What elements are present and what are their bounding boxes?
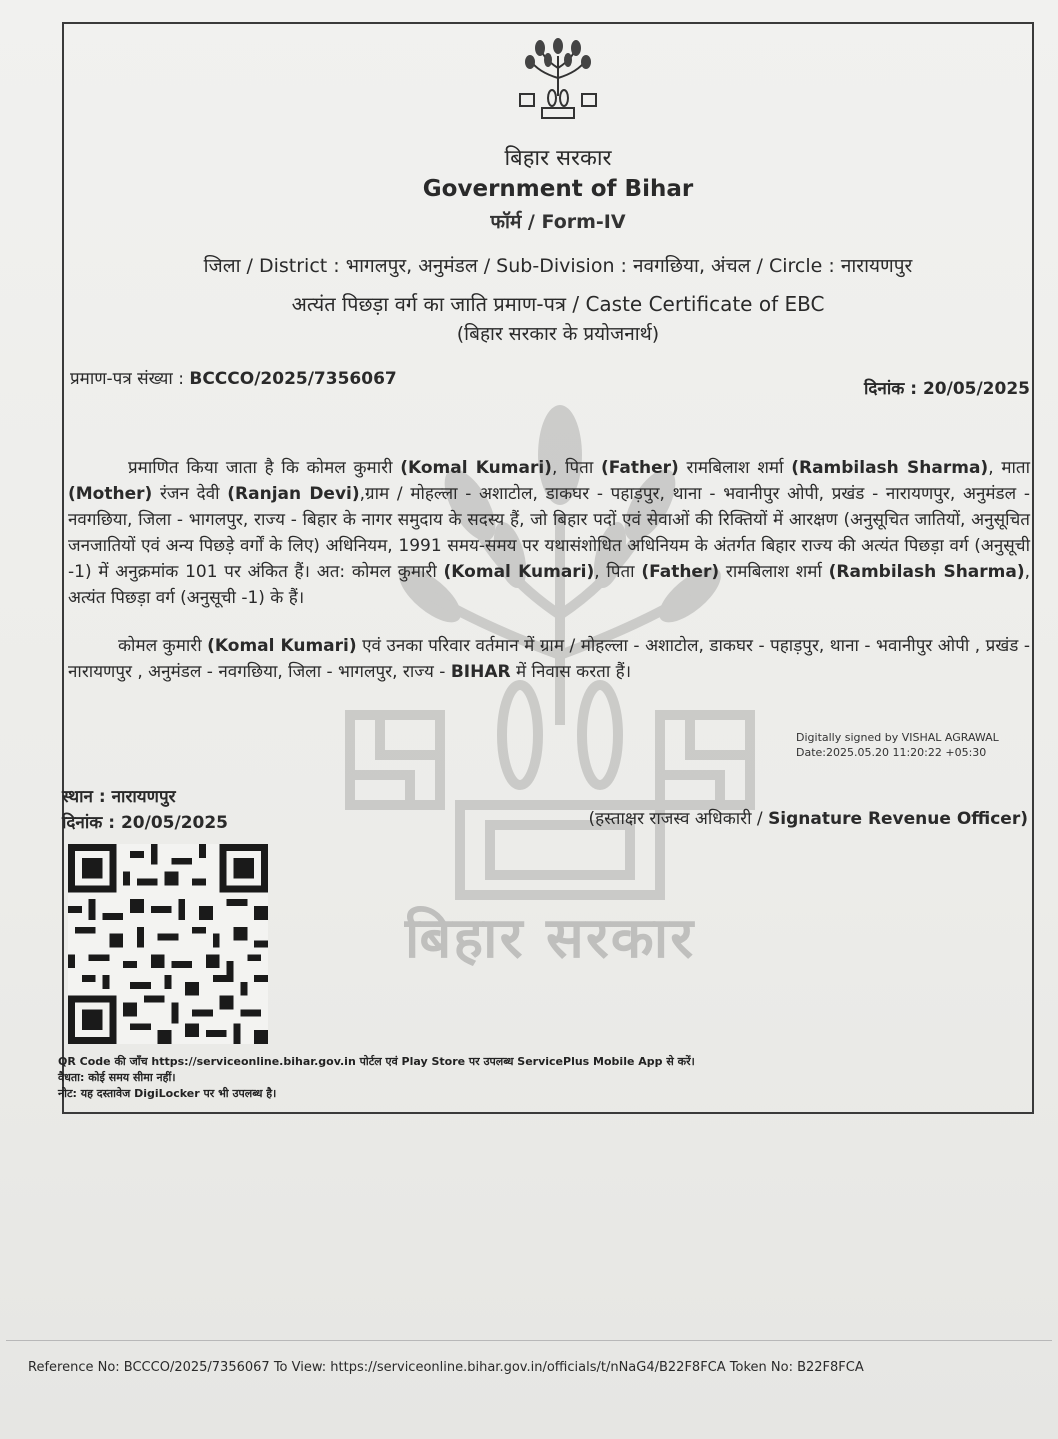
certificate-type: अत्यंत पिछड़ा वर्ग का जाति प्रमाण-पत्र / Caste Certificate of EBC xyxy=(291,292,825,316)
certificate-body-paragraph-1: प्रमाणित किया जाता है कि कोमल कुमारी (Komal Kumari), पिता (Father) रामबिलाश शर्मा (Rambilash Sharma), माता (Mother) रंजन देवी (Ranjan Devi),ग्राम / मोहल्ला - अशाटोल, डाकघर - पहाड़पुर, थाना - भवानीपुर ओपी, प्रखंड - नारायणपुर, अनुमंडल - नवगछिया, जिला - भागलपुर, राज्य - बिहार के नागर समुदाय के सदस्य हैं, जो बिहार पदों एवं सेवाओं की रिक्तियों में आरक्षण (अनुसूचित जातियों, अनुसूचित जनजातियों एवं अन्य पिछड़े वर्गों के लिए) अधिनियम, 1991 समय-समय पर यथासंशोधित अधिनियम के अंतर्गत बिहार राज्य की अत्यंत पिछड़ा वर्ग (अनुसूची -1) में अनुक्रमांक 101 पर अंकित हैं। अत: कोमल कुमारी (Komal Kumari), पिता (Father) रामबिलाश शर्मा (Rambilash Sharma), अत्यंत पिछड़ा वर्ग (अनुसूची -1) के हैं। xyxy=(68,458,1031,608)
note-validity: वैधता: कोई समय सीमा नहीं। xyxy=(58,1071,176,1084)
notes-block xyxy=(58,1054,695,1102)
footer-reference: Reference No: BCCCO/2025/7356067 To View: https://serviceonline.bihar.gov.in/officials/t/nNaG4/B22F8FCA Token No: B22F8FCA xyxy=(28,1360,864,1375)
certificate-purpose: (बिहार सरकार के प्रयोजनार्थ) xyxy=(456,323,660,345)
issue-date-label: दिनांक : xyxy=(863,379,918,399)
place-date: दिनांक : 20/05/2025 xyxy=(62,813,229,833)
circle-value: नारायणपुर xyxy=(840,255,913,277)
certificate-number-label: प्रमाण-पत्र संख्या : xyxy=(70,369,184,389)
certificate-number xyxy=(70,366,397,389)
digital-signature-block xyxy=(796,730,999,760)
bihar-emblem-icon xyxy=(512,38,604,120)
signature-label: (हस्ताक्षर राजस्व अधिकारी / Signature Revenue Officer) xyxy=(588,809,1028,829)
footer-divider xyxy=(6,1340,1052,1341)
watermark-text: बिहार सरकार xyxy=(404,905,696,971)
note-digilocker: नोट: यह दस्तावेज DigiLocker पर भी उपलब्ध है। xyxy=(58,1087,277,1100)
district-value: भागलपुर, xyxy=(345,255,413,277)
district-label: जिला / District : xyxy=(203,255,340,277)
signed-by: Digitally signed by VISHAL AGRAWAL xyxy=(796,731,999,744)
issue-date xyxy=(864,376,1030,399)
signed-date: Date:2025.05.20 11:20:22 +05:30 xyxy=(796,746,987,759)
place-date-block xyxy=(62,784,228,836)
circle-label: अंचल / Circle : xyxy=(711,255,835,277)
subdivision-label: अनुमंडल / Sub-Division : xyxy=(418,255,627,277)
note-qr: QR Code की जाँच https://serviceonline.bihar.gov.in पोर्टल एवं Play Store पर उपलब्ध ServicePlus Mobile App से करें। xyxy=(58,1055,695,1068)
subdivision-value: नवगछिया, xyxy=(632,255,705,277)
place-label: स्थान : नारायणपुर xyxy=(62,787,176,807)
hindi-title: बिहार सरकार xyxy=(504,146,612,171)
english-title: Government of Bihar xyxy=(422,176,694,202)
issue-date-value: 20/05/2025 xyxy=(922,379,1030,399)
form-label: फॉर्म / Form-IV xyxy=(490,211,626,233)
qr-code-icon[interactable] xyxy=(68,844,268,1044)
jurisdiction-line xyxy=(62,252,1054,278)
certificate-number-value: BCCCO/2025/7356067 xyxy=(189,369,397,389)
certificate-body-paragraph-2: कोमल कुमारी (Komal Kumari) एवं उनका परिवार वर्तमान में ग्राम / मोहल्ला - अशाटोल, डाकघर - पहाड़पुर, थाना - भवानीपुर ओपी , प्रखंड - नारायणपुर , अनुमंडल - नवगछिया, जिला - भागलपुर, राज्य - BIHAR में निवास करता हैं। xyxy=(68,636,1030,682)
